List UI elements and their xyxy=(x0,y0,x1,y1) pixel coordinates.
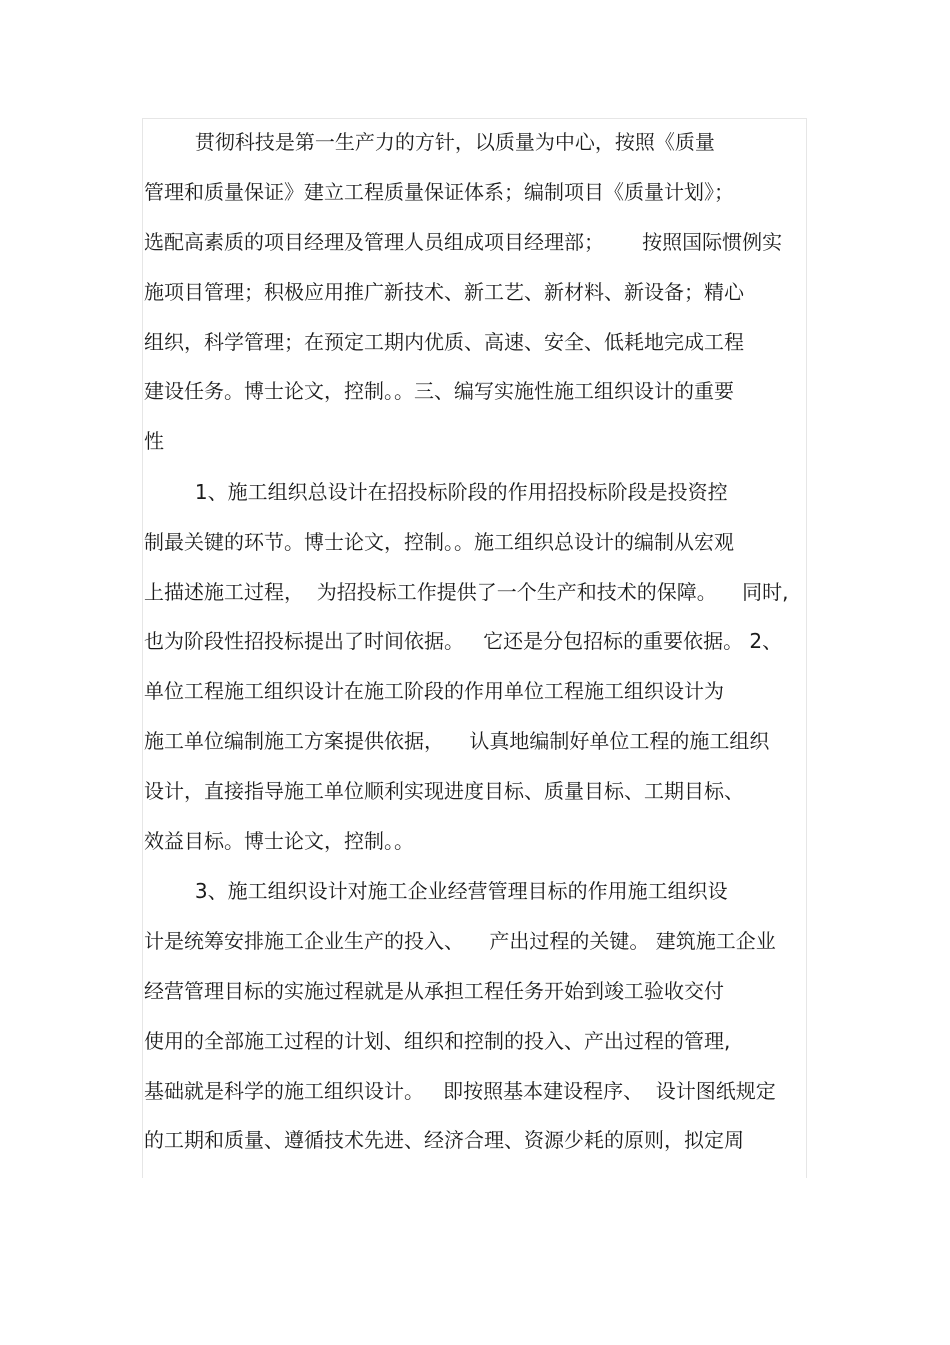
text-line: 1、施工组织总设计在招投标阶段的作用招投标阶段是投资控 xyxy=(144,480,728,504)
text-line: 3、施工组织设计对施工企业经营管理目标的作用施工组织设 xyxy=(144,879,728,903)
text-line: 单位工程施工组织设计在施工阶段的作用单位工程施工组织设计为 xyxy=(144,679,724,703)
text-line: 建设任务。博士论文，控制。。三、编写实施性施工组织设计的重要 xyxy=(144,379,734,403)
text-line: 设计，直接指导施工单位顺利实现进度目标、质量目标、工期目标、 xyxy=(144,779,744,803)
text-line: 基础就是科学的施工组织设计。 即按照基本建设程序、 设计图纸规定 xyxy=(144,1079,776,1103)
text-line: 施项目管理；积极应用推广新技术、新工艺、新材料、新设备；精心 xyxy=(144,280,744,304)
text-line: 经营管理目标的实施过程就是从承担工程任务开始到竣工验收交付 xyxy=(144,979,724,1003)
text-line: 效益目标。博士论文，控制。。 xyxy=(144,829,414,853)
text-line: 施工单位编制施工方案提供依据， 认真地编制好单位工程的施工组织 xyxy=(144,729,770,753)
text-line: 上描述施工过程， 为招投标工作提供了一个生产和技术的保障。 同时, xyxy=(144,580,789,604)
text-line: 也为阶段性招投标提出了时间依据。 它还是分包招标的重要依据。 2、 xyxy=(144,629,783,653)
text-line: 组织，科学管理；在预定工期内优质、高速、安全、低耗地完成工程 xyxy=(144,330,744,354)
text-line: 制最关键的环节。博士论文，控制。。施工组织总设计的编制从宏观 xyxy=(144,530,734,554)
text-line: 性 xyxy=(144,429,164,453)
text-line: 管理和质量保证》建立工程质量保证体系；编制项目《质量计划》； xyxy=(144,180,734,204)
text-line: 贯彻科技是第一生产力的方针，以质量为中心，按照《质量 xyxy=(144,130,715,154)
text-line: 选配高素质的项目经理及管理人员组成项目经理部； 按照国际惯例实 xyxy=(144,230,783,254)
text-line: 的工期和质量、遵循技术先进、经济合理、资源少耗的原则，拟定周 xyxy=(144,1128,744,1152)
text-line: 使用的全部施工过程的计划、组织和控制的投入、产出过程的管理, xyxy=(144,1029,731,1053)
text-line: 计是统筹安排施工企业生产的投入、 产出过程的关键。 建筑施工企业 xyxy=(144,929,776,953)
